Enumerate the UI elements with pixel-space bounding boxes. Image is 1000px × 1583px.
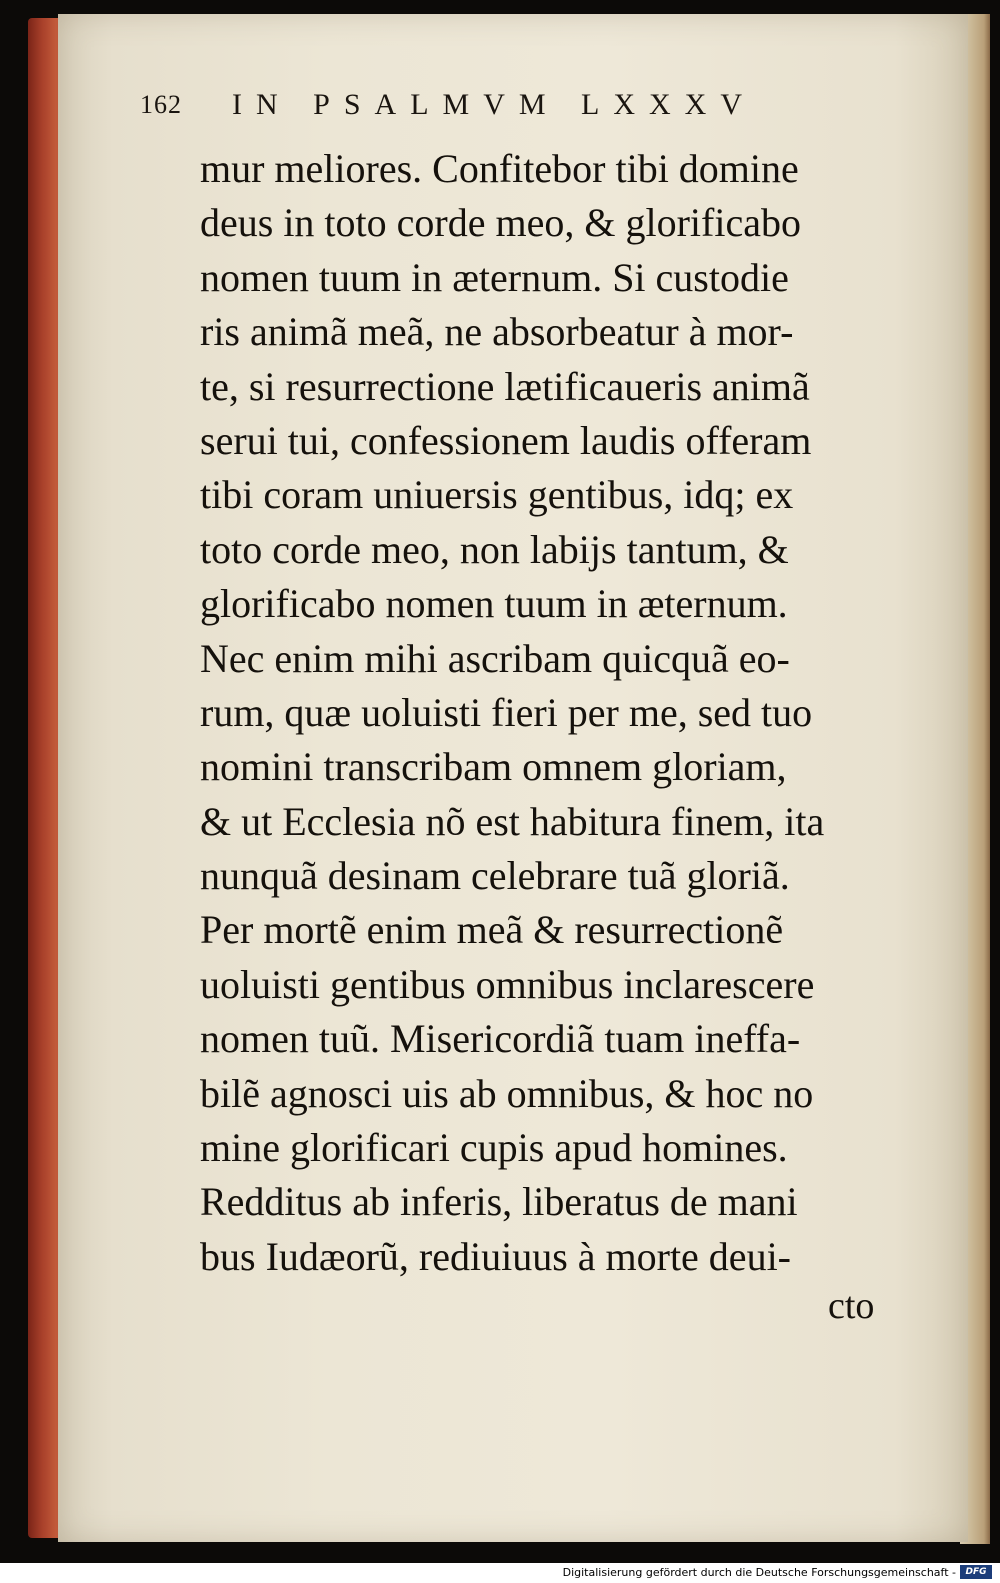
text-line: toto corde meo, non labijs tantum, & — [200, 526, 789, 572]
text-line: bilẽ agnosci uis ab omnibus, & hoc no — [200, 1070, 814, 1116]
page-header — [140, 88, 860, 128]
catchword: cto — [828, 1285, 875, 1327]
text-line: nomen tuũ. Misericordiã tuam ineffa- — [200, 1016, 801, 1062]
text-line: mur meliores. Confitebor tibi domine — [200, 146, 799, 191]
text-line: nunquã desinam celebrare tuã gloriã. — [200, 853, 790, 899]
text-line: & ut Ecclesia nõ est habitura finem, ita — [200, 798, 825, 844]
text-line: deus in toto corde meo, & glorificabo — [200, 200, 801, 246]
text-line: mine glorificari cupis apud homines. — [200, 1125, 788, 1171]
text-line: rum, quæ uoluisti fieri per me, sed tuo — [200, 689, 813, 735]
text-line: Redditus ab inferis, liberatus de mani — [200, 1179, 798, 1225]
text-line: glorificabo nomen tuum in æternum. — [200, 581, 788, 627]
text-line: te, si resurrectione lætificaueris animã — [200, 363, 810, 409]
page-number: 162 — [140, 90, 182, 119]
text-line: serui tui, confessionem laudis offeram — [200, 417, 812, 463]
text-line: tibi coram uniuersis gentibus, idq; ex — [200, 472, 794, 518]
text-line: Per mortẽ enim meã & resurrectionẽ — [200, 907, 784, 953]
dfg-logo: DFG — [960, 1565, 992, 1579]
running-title: IN PSALMVM LXXXV — [232, 88, 757, 121]
funding-credit: Digitalisierung gefördert durch die Deutsche Forschungsgemeinschaft - — [562, 1566, 956, 1579]
text-line: nomini transcribam omnem gloriam, — [200, 744, 787, 790]
text-line: ris animã meã, ne absorbeatur à mor- — [200, 309, 794, 355]
body-text — [200, 142, 920, 1284]
text-line: Nec enim mihi ascribam quicquã eo- — [200, 635, 790, 681]
text-line: uoluisti gentibus omnibus inclarescere — [200, 961, 815, 1007]
text-line: bus Iudæorũ, rediuiuus à morte deui- — [200, 1233, 791, 1279]
text-line: nomen tuum in æternum. Si custodie — [200, 254, 789, 300]
